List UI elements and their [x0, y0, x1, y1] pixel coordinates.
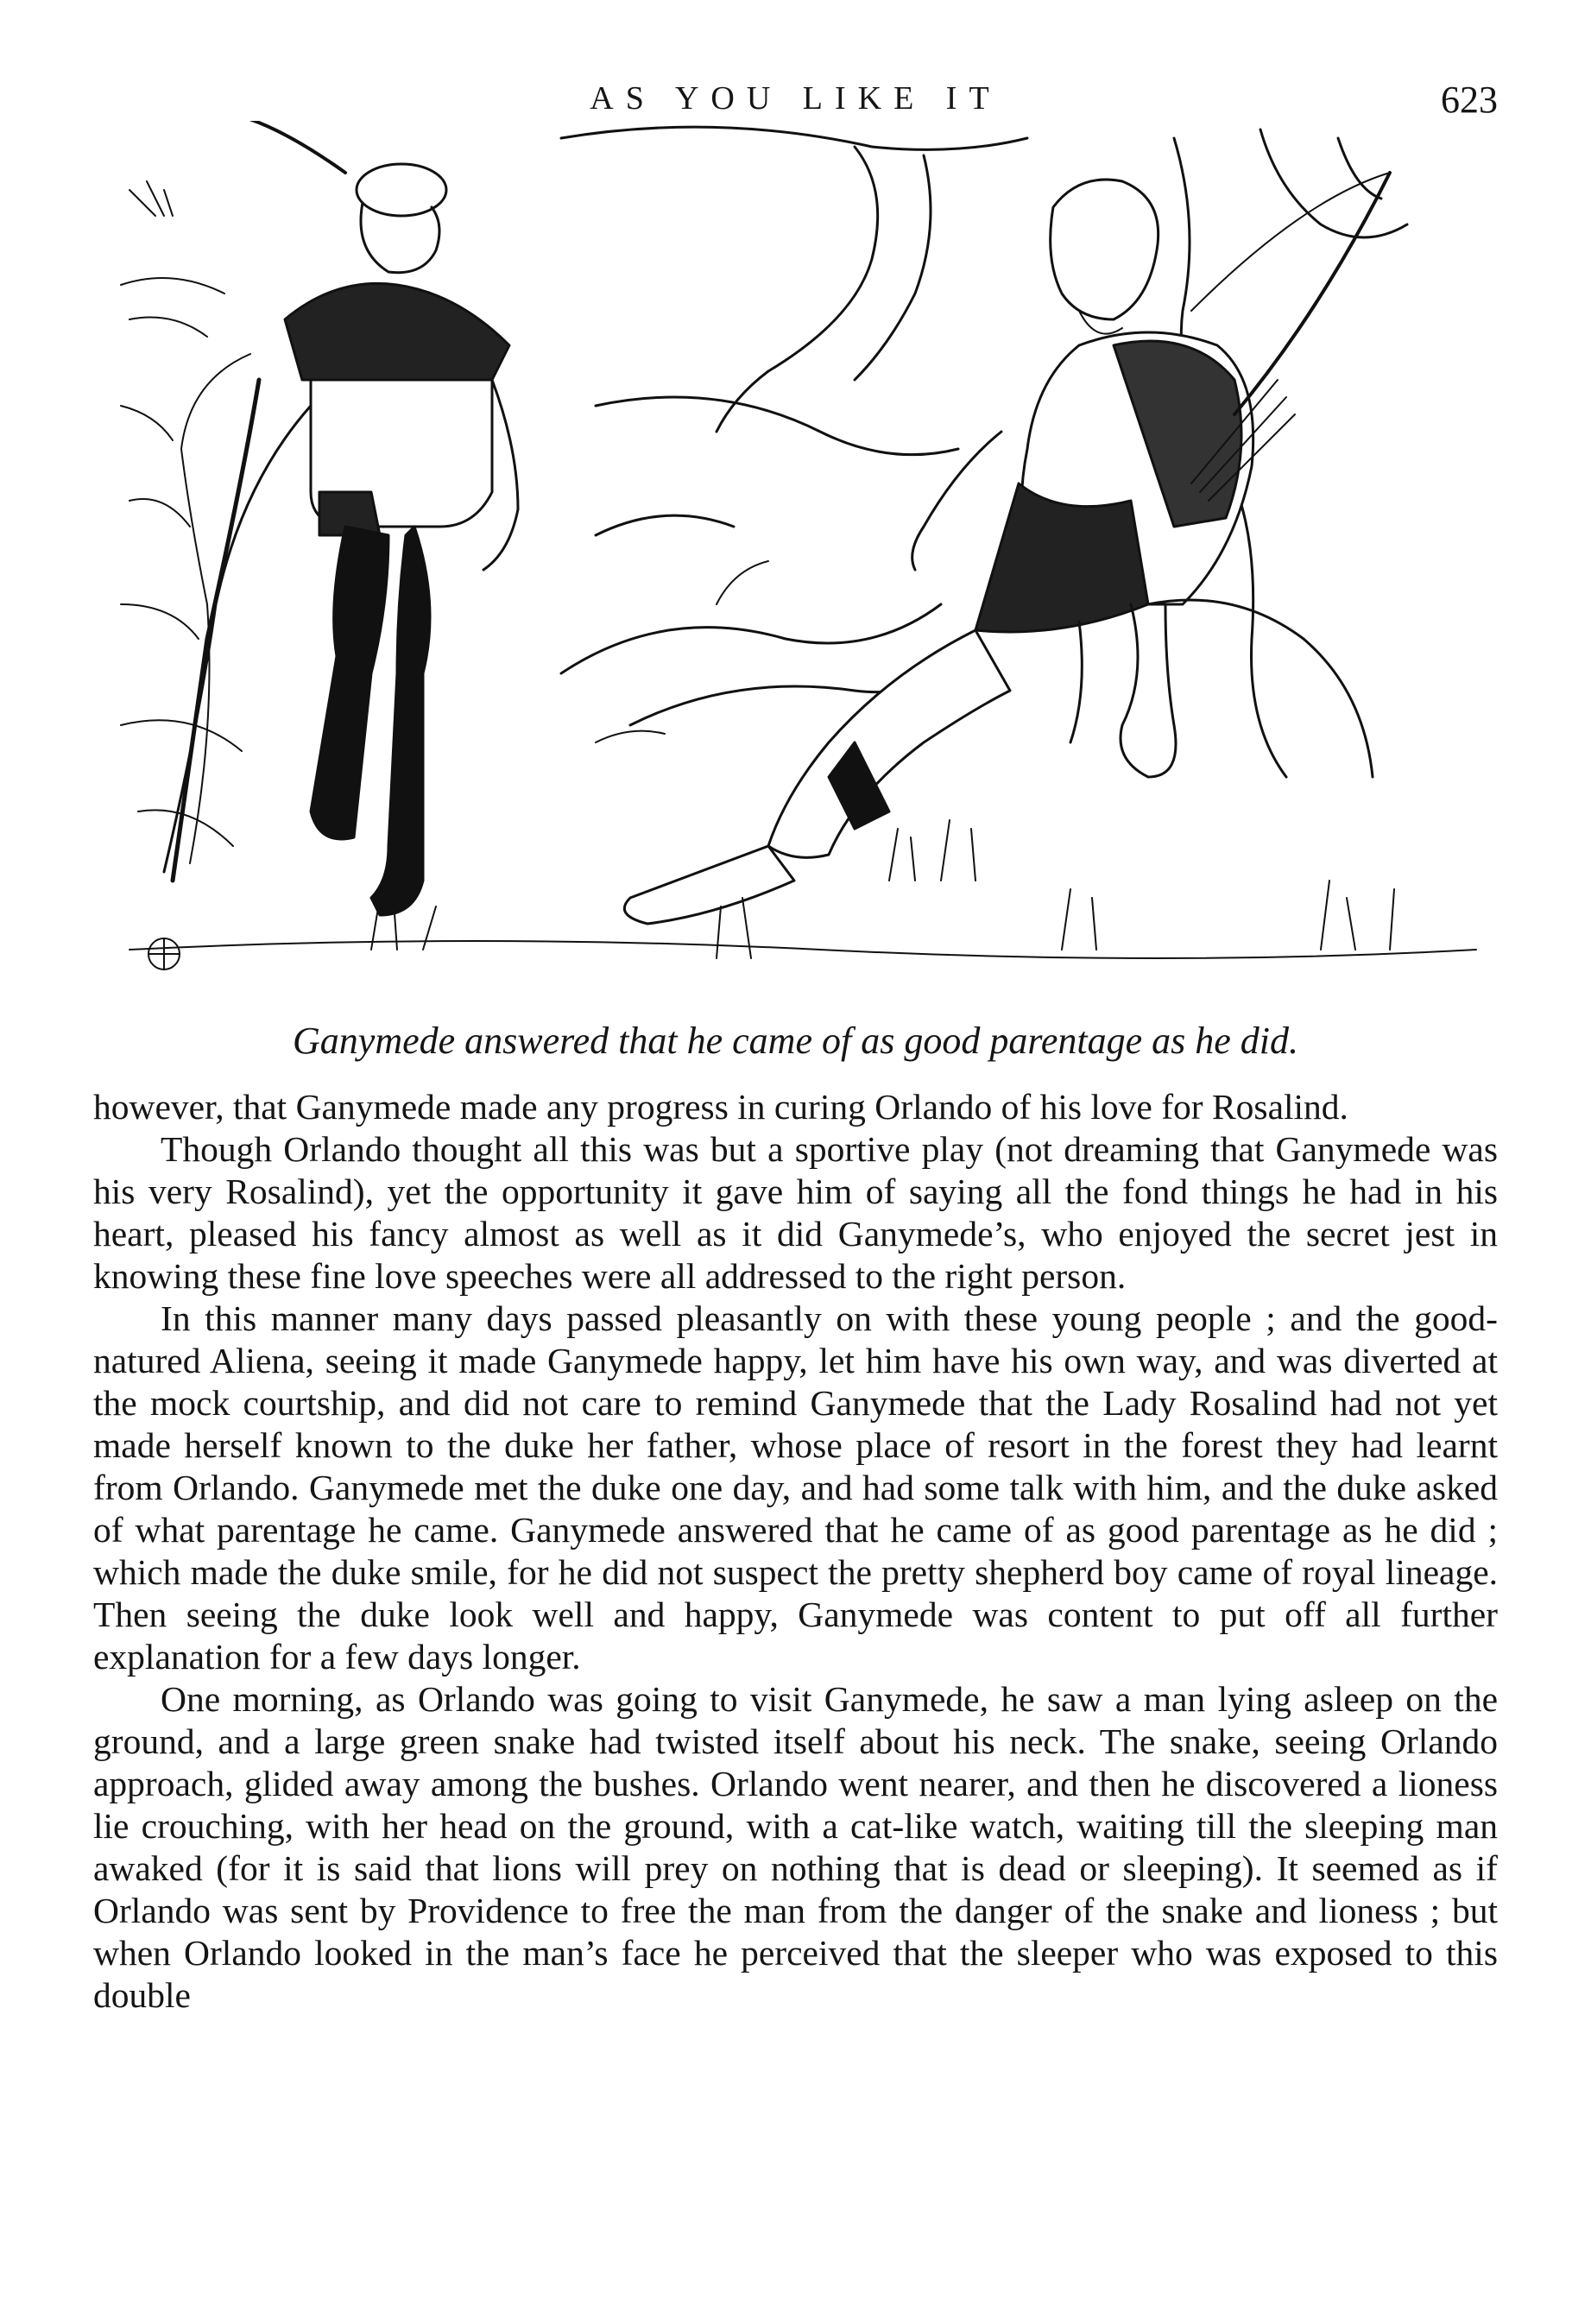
paragraph: In this manner many days passed pleasantly on with these young people ; and the good-natured Aliena, seeing it made Ganymede happy, let him have his own way, and was diverted at the mock courtship, and did not care to remind Ganymede that the Lady Rosalind had not yet made herself known to the duke her father, whose place of resort in the forest they had learnt from Orlando. Ganymede met the duke one day, and had some talk with him, and the duke asked of what parentage he came. Ganymede answered that he came of as good parentage as he did ; which made the duke smile, for he did not suspect the pretty shepherd boy came of royal lineage. Then seeing the duke look well and happy, Ganymede was content to put off all further explanation for a few days longer. — [93, 1298, 1498, 1677]
running-head: AS YOU LIKE IT — [590, 80, 1001, 117]
page-number: 623 — [1441, 79, 1498, 121]
illustration-drawing — [112, 121, 1502, 1019]
paragraph: however, that Ganymede made any progress in curing Orlando of his love for Rosalind. — [93, 1087, 1348, 1127]
paragraph: Though Orlando thought all this was but a sportive play (not dreaming that Ganymede was his very Rosalind), yet the opportunity it gave him of saying all the fond things he had in his heart, pleased his fancy almost as well as it did Ganymede’s, who enjoyed the secret jest in knowing these fine love speeches were all addressed to the right person. — [93, 1129, 1498, 1296]
illustration-caption: Ganymede answered that he came of as good parentage as he did. — [293, 1020, 1298, 1062]
illustration — [112, 121, 1502, 1019]
paragraph: One morning, as Orlando was going to visit Ganymede, he saw a man lying asleep on the ground, and a large green snake had twisted itself about his neck. The snake, seeing Orlando approach, glided away among the bushes. Orlando went nearer, and then he discovered a lioness lie crouching, with her head on the ground, with a cat-like watch, waiting till the sleeping man awaked (for it is said that lions will prey on nothing that is dead or sleeping). It seemed as if Orlando was sent by Providence to free the man from the danger of the snake and lioness ; but when Orlando looked in the man’s face he perceived that the sleeper who was exposed to this double — [93, 1679, 1498, 2015]
body-text — [93, 1086, 1498, 2017]
